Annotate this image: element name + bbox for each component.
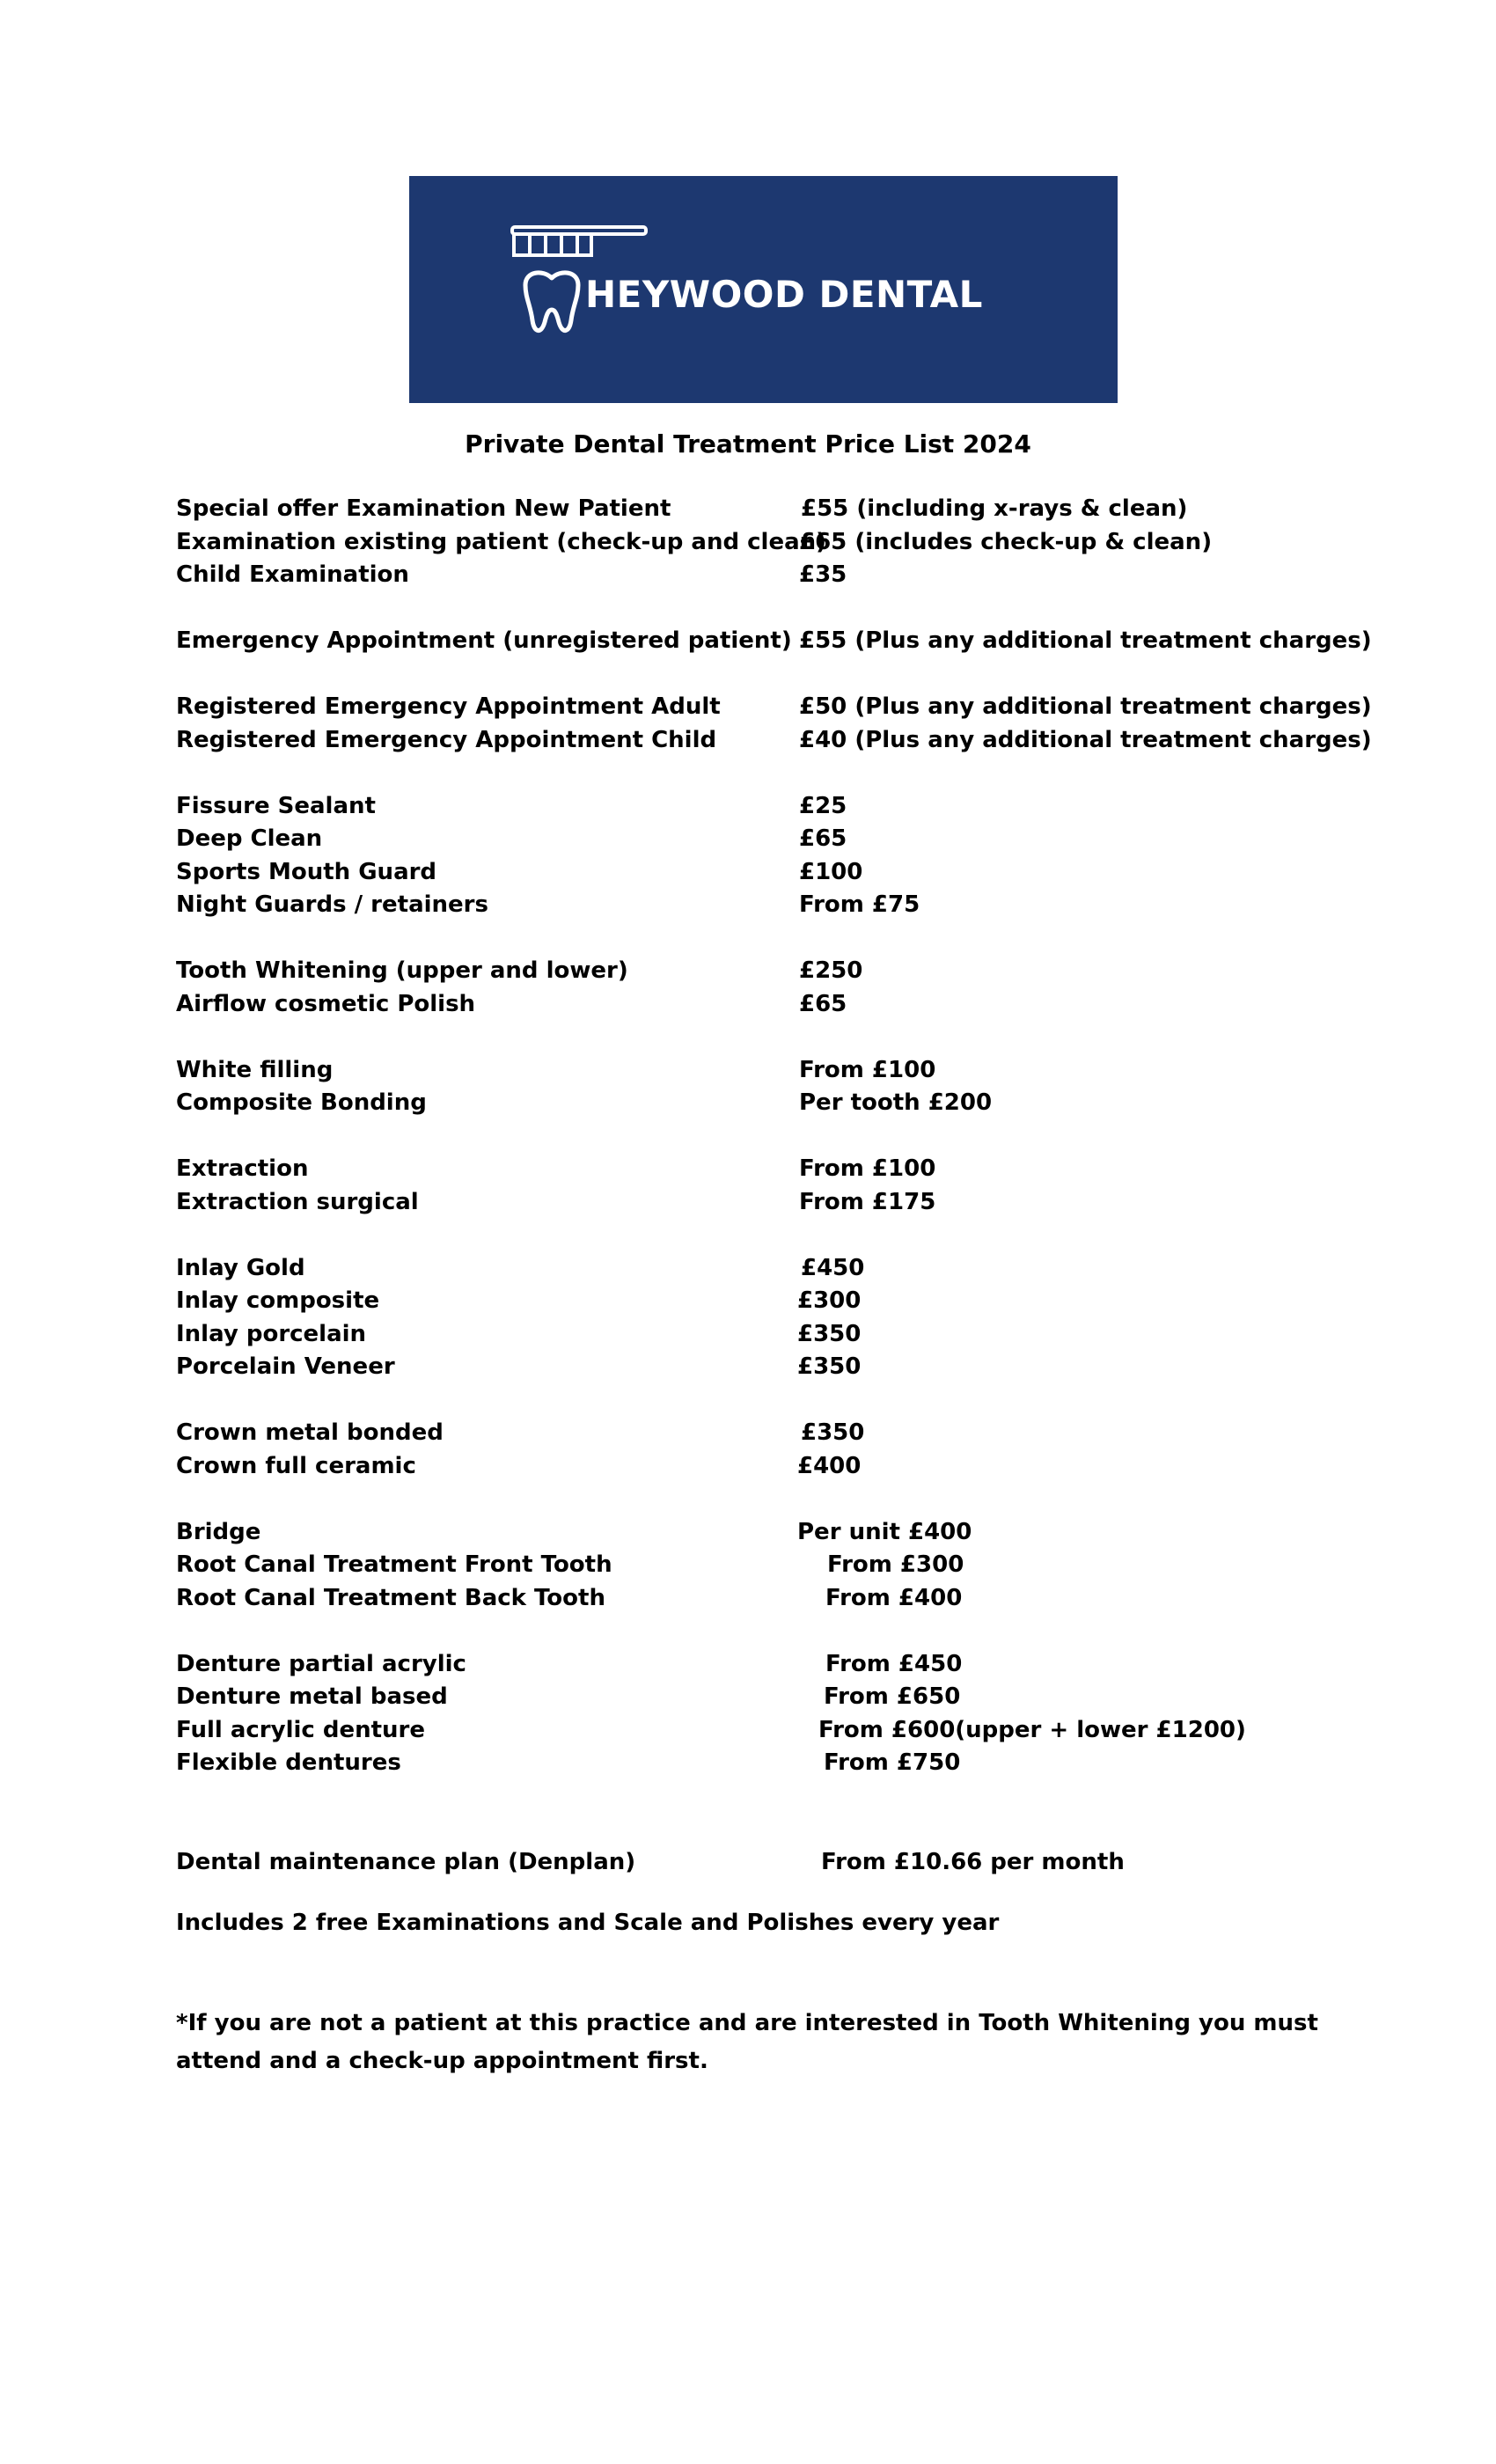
logo-banner — [409, 176, 1118, 403]
treatment-price: £55 (including x-rays & clean) — [801, 495, 1188, 522]
treatment-price: £40 (Plus any additional treatment charges) — [799, 726, 1372, 753]
treatment-name: Root Canal Treatment Back Tooth — [176, 1584, 605, 1611]
whitening-notice: *If you are not a patient at this practice and are interested in Tooth Whitening you must attend and a check-up appointment first. — [176, 2010, 1318, 2074]
treatment-price: £250 — [799, 957, 863, 984]
treatment-price: From £400 — [825, 1584, 963, 1611]
price-row — [176, 1450, 1355, 1484]
price-row — [176, 691, 1372, 724]
treatment-name: Full acrylic denture — [176, 1716, 426, 1743]
treatment-name: Night Guards / retainers — [176, 891, 488, 918]
treatment-price: From £75 — [799, 891, 920, 918]
treatment-name: Tooth Whitening (upper and lower) — [176, 957, 628, 984]
plan-includes-note: Includes 2 free Examinations and Scale and Polishes every year — [176, 1910, 1000, 1936]
price-row — [176, 625, 1372, 658]
price-row — [176, 559, 1355, 592]
price-row — [176, 889, 1355, 922]
treatment-price: £350 — [797, 1353, 862, 1380]
price-row — [176, 1747, 1355, 1780]
treatment-name: Child Examination — [176, 561, 409, 588]
treatment-name: White filling — [176, 1056, 334, 1083]
price-list — [176, 493, 1372, 1879]
price-row — [176, 1252, 1355, 1286]
price-row — [176, 1285, 1355, 1318]
price-row — [176, 1153, 1355, 1186]
treatment-price: £65 — [799, 990, 847, 1017]
treatment-price: £50 (Plus any additional treatment charges) — [799, 693, 1372, 720]
treatment-price: £100 — [799, 858, 863, 885]
price-row — [176, 1714, 1355, 1748]
treatment-name: Bridge — [176, 1518, 261, 1545]
treatment-name: Inlay porcelain — [176, 1320, 367, 1347]
treatment-name: Registered Emergency Appointment Adult — [176, 693, 721, 720]
treatment-name: Crown metal bonded — [176, 1419, 444, 1446]
treatment-name: Denture metal based — [176, 1683, 448, 1710]
treatment-name: Composite Bonding — [176, 1089, 427, 1116]
price-row — [176, 724, 1372, 758]
treatment-price: From £175 — [799, 1188, 936, 1215]
treatment-name: Denture partial acrylic — [176, 1650, 466, 1677]
treatment-price: £25 — [799, 792, 847, 819]
treatment-price: £300 — [797, 1287, 862, 1314]
treatment-price: From £100 — [799, 1056, 936, 1083]
price-row — [176, 1417, 1355, 1450]
treatment-price: Per unit £400 — [797, 1518, 972, 1545]
treatment-name: Extraction — [176, 1155, 309, 1182]
treatment-price: £65 — [799, 825, 847, 852]
treatment-price: £450 — [801, 1254, 865, 1281]
treatment-name: Examination existing patient (check-up and clean) — [176, 528, 827, 555]
treatment-name: Deep Clean — [176, 825, 323, 852]
treatment-name: Root Canal Treatment Front Tooth — [176, 1551, 612, 1578]
treatment-price: £400 — [797, 1452, 862, 1479]
treatment-price: From £650 — [824, 1683, 961, 1710]
treatment-name: Fissure Sealant — [176, 792, 376, 819]
price-row — [176, 790, 1355, 824]
page-title: Private Dental Treatment Price List 2024 — [465, 429, 1031, 458]
treatment-name: Extraction surgical — [176, 1188, 419, 1215]
price-row — [176, 1846, 1355, 1880]
tooth-icon — [517, 268, 587, 338]
treatment-name: Airflow cosmetic Polish — [176, 990, 476, 1017]
price-row — [176, 1054, 1355, 1088]
treatment-price: From £750 — [824, 1749, 961, 1776]
treatment-name: Special offer Examination New Patient — [176, 495, 671, 522]
price-row — [176, 1318, 1355, 1352]
treatment-price: £55 (Plus any additional treatment charges) — [799, 627, 1372, 654]
treatment-name: Dental maintenance plan (Denplan) — [176, 1848, 636, 1875]
treatment-price: £35 — [799, 561, 847, 588]
price-row — [176, 1582, 1355, 1616]
treatment-price: From £10.66 per month — [821, 1848, 1125, 1875]
treatment-name: Sports Mouth Guard — [176, 858, 437, 885]
treatment-name: Emergency Appointment (unregistered patient) — [176, 627, 792, 654]
treatment-name: Flexible dentures — [176, 1749, 401, 1776]
price-row — [176, 823, 1355, 856]
price-row — [176, 1351, 1355, 1384]
price-row — [176, 988, 1355, 1022]
toothbrush-icon — [510, 225, 651, 268]
treatment-name: Inlay composite — [176, 1287, 380, 1314]
price-row — [176, 1186, 1355, 1220]
price-row — [176, 1549, 1355, 1582]
brand-name: HEYWOOD DENTAL — [585, 273, 983, 316]
treatment-price: £65 (includes check-up & clean) — [799, 528, 1213, 555]
treatment-price: £350 — [801, 1419, 865, 1446]
treatment-name: Registered Emergency Appointment Child — [176, 726, 717, 753]
price-row — [176, 493, 1355, 526]
treatment-price: Per tooth £200 — [799, 1089, 993, 1116]
price-row — [176, 1516, 1355, 1550]
treatment-name: Inlay Gold — [176, 1254, 305, 1281]
treatment-price: From £450 — [825, 1650, 963, 1677]
treatment-price: From £600(upper + lower £1200) — [818, 1716, 1246, 1743]
treatment-name: Crown full ceramic — [176, 1452, 416, 1479]
treatment-price: From £300 — [827, 1551, 964, 1578]
price-row — [176, 856, 1355, 890]
treatment-price: £350 — [797, 1320, 862, 1347]
price-row — [176, 526, 1355, 560]
treatment-name: Porcelain Veneer — [176, 1353, 395, 1380]
price-row — [176, 955, 1355, 988]
treatment-price: From £100 — [799, 1155, 936, 1182]
price-row — [176, 1087, 1355, 1120]
price-row — [176, 1681, 1355, 1714]
price-row — [176, 1648, 1355, 1682]
